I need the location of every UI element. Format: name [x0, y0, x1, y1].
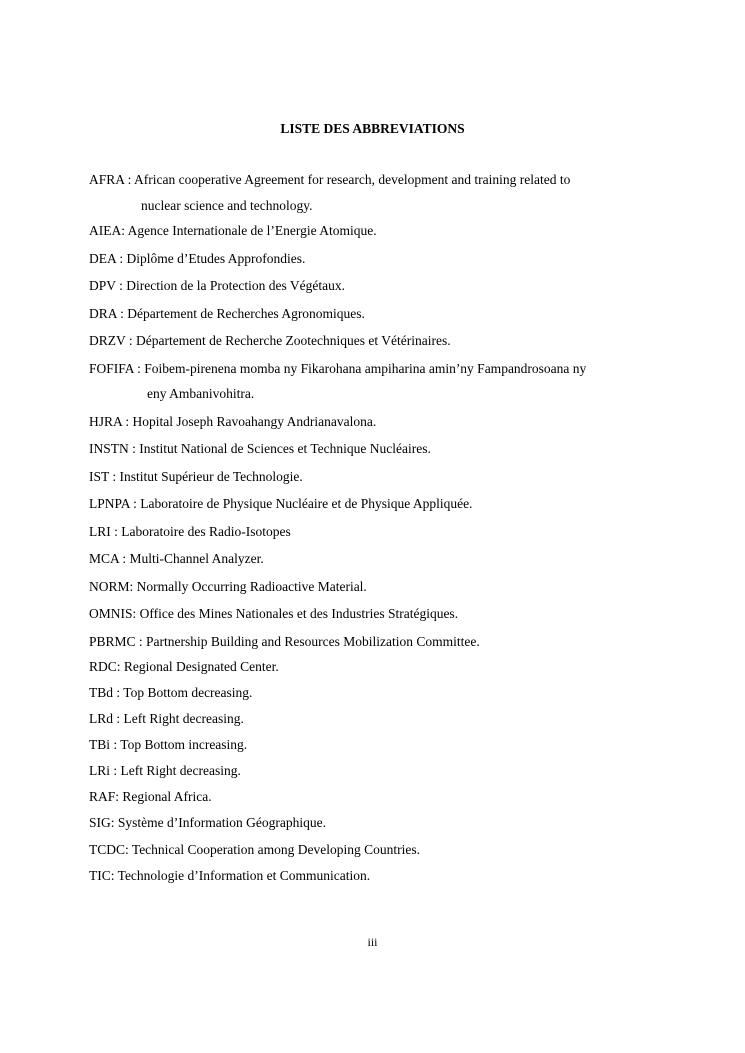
abbreviation-definition: Regional Designated Center. — [123, 659, 279, 674]
abbreviation-entry-lri — [89, 523, 689, 541]
abbreviation-term: AFRA : — [89, 172, 135, 187]
abbreviation-entry-rdc — [89, 658, 689, 676]
abbreviation-term: DEA : — [89, 250, 127, 266]
abbreviation-entry-tic — [89, 867, 689, 885]
abbreviation-definition: Institut National de Sciences et Technique Nucléaires. — [139, 441, 431, 456]
abbreviation-definition: Top Bottom increasing. — [120, 737, 248, 752]
abbreviation-definition-continuation: eny Ambanivohitra. — [147, 386, 255, 401]
abbreviation-definition-continuation: nuclear science and technology. — [141, 197, 313, 213]
abbreviation-term: INSTN : — [89, 441, 140, 456]
abbreviation-definition: Multi-Channel Analyzer. — [129, 551, 264, 566]
abbreviation-term: LRi : — [89, 763, 121, 778]
abbreviation-definition: Agence Internationale de l’Energie Atomique. — [127, 223, 377, 238]
abbreviation-term: DRA : — [89, 305, 128, 321]
abbreviation-definition: Foibem-pirenena momba ny Fikarohana ampiharina amin’ny Fampandrosoana ny — [144, 360, 587, 376]
abbreviation-list — [89, 171, 689, 885]
abbreviation-term: LRd : — [89, 711, 124, 726]
abbreviation-entry-pbrmc — [89, 633, 689, 651]
abbreviation-definition: Laboratoire des Radio-Isotopes — [121, 523, 291, 539]
abbreviation-entry-tcdc — [89, 841, 689, 859]
abbreviation-term: HJRA : — [89, 413, 133, 429]
abbreviation-entry-ist — [89, 468, 689, 486]
abbreviation-entry-lrd — [89, 710, 689, 728]
abbreviation-entry-lpnpa — [89, 495, 689, 513]
abbreviation-definition: African cooperative Agreement for research, development and training related to — [134, 172, 571, 187]
abbreviation-entry-tbd — [89, 684, 689, 702]
abbreviation-term: MCA : — [89, 551, 130, 566]
abbreviation-definition: Laboratoire de Physique Nucléaire et de Physique Appliquée. — [140, 496, 473, 511]
abbreviation-term: DRZV : — [89, 333, 137, 348]
abbreviation-entry-fofifa — [89, 360, 689, 404]
abbreviation-entry-aiea — [89, 222, 689, 240]
abbreviation-term: TIC: — [89, 867, 118, 883]
abbreviation-term: AIEA: — [89, 223, 128, 238]
abbreviation-term: PBRMC : — [89, 633, 147, 649]
abbreviation-entry-dpv — [89, 277, 689, 295]
abbreviation-term: NORM: — [89, 578, 137, 594]
abbreviation-entry-dra — [89, 305, 689, 323]
abbreviation-entry-instn — [89, 440, 689, 458]
abbreviation-term: OMNIS: — [89, 606, 140, 621]
abbreviation-entry-dea — [89, 250, 689, 268]
abbreviation-term: LPNPA : — [89, 496, 141, 511]
abbreviation-definition: Diplôme d’Etudes Approfondies. — [126, 250, 306, 266]
abbreviation-definition: Système d’Information Géographique. — [117, 815, 326, 830]
abbreviation-definition: Technical Cooperation among Developing Countries. — [131, 841, 420, 857]
abbreviation-term: SIG: — [89, 815, 118, 830]
abbreviation-entry-omnis — [89, 605, 689, 623]
abbreviation-definition: Left Right decreasing. — [123, 711, 244, 726]
abbreviation-entry-raf — [89, 788, 689, 806]
abbreviation-definition: Top Bottom decreasing. — [123, 685, 253, 700]
abbreviation-entry-norm — [89, 578, 689, 596]
abbreviation-entry-hjra — [89, 413, 689, 431]
abbreviation-definition: Hopital Joseph Ravoahangy Andrianavalona. — [132, 413, 377, 429]
abbreviation-entry-lri-decreasing — [89, 762, 689, 780]
abbreviation-entry-sig — [89, 814, 689, 832]
abbreviation-definition: Institut Supérieur de Technologie. — [119, 468, 303, 484]
abbreviation-term: RAF: — [89, 789, 123, 804]
page-number: iii — [367, 935, 378, 949]
abbreviation-term: TBi : — [89, 737, 121, 752]
abbreviation-definition: Left Right decreasing. — [120, 763, 241, 778]
abbreviation-entry-afra — [89, 171, 689, 215]
page-title: LISTE DES ABBREVIATIONS — [280, 121, 465, 136]
abbreviation-definition: Technologie d’Information et Communication. — [117, 867, 371, 883]
abbreviation-term: TBd : — [89, 685, 124, 700]
abbreviation-definition: Département de Recherche Zootechniques et Vétérinaires. — [136, 333, 451, 348]
abbreviation-entry-mca — [89, 550, 689, 568]
abbreviation-entry-drzv — [89, 332, 689, 350]
abbreviation-term: FOFIFA : — [89, 360, 145, 376]
abbreviation-term: DPV : — [89, 278, 127, 293]
abbreviation-definition: Direction de la Protection des Végétaux. — [126, 278, 345, 293]
abbreviation-definition: Regional Africa. — [122, 789, 212, 804]
abbreviation-term: TCDC: — [89, 841, 132, 857]
abbreviation-entry-tbi — [89, 736, 689, 754]
abbreviation-definition: Partnership Building and Resources Mobilization Committee. — [146, 633, 480, 649]
abbreviation-definition: Département de Recherches Agronomiques. — [127, 305, 365, 321]
abbreviation-definition: Office des Mines Nationales et des Industries Stratégiques. — [139, 606, 459, 621]
abbreviation-definition: Normally Occurring Radioactive Material. — [136, 578, 367, 594]
abbreviation-term: IST : — [89, 468, 120, 484]
abbreviation-term: LRI : — [89, 523, 122, 539]
abbreviation-term: RDC: — [89, 659, 124, 674]
